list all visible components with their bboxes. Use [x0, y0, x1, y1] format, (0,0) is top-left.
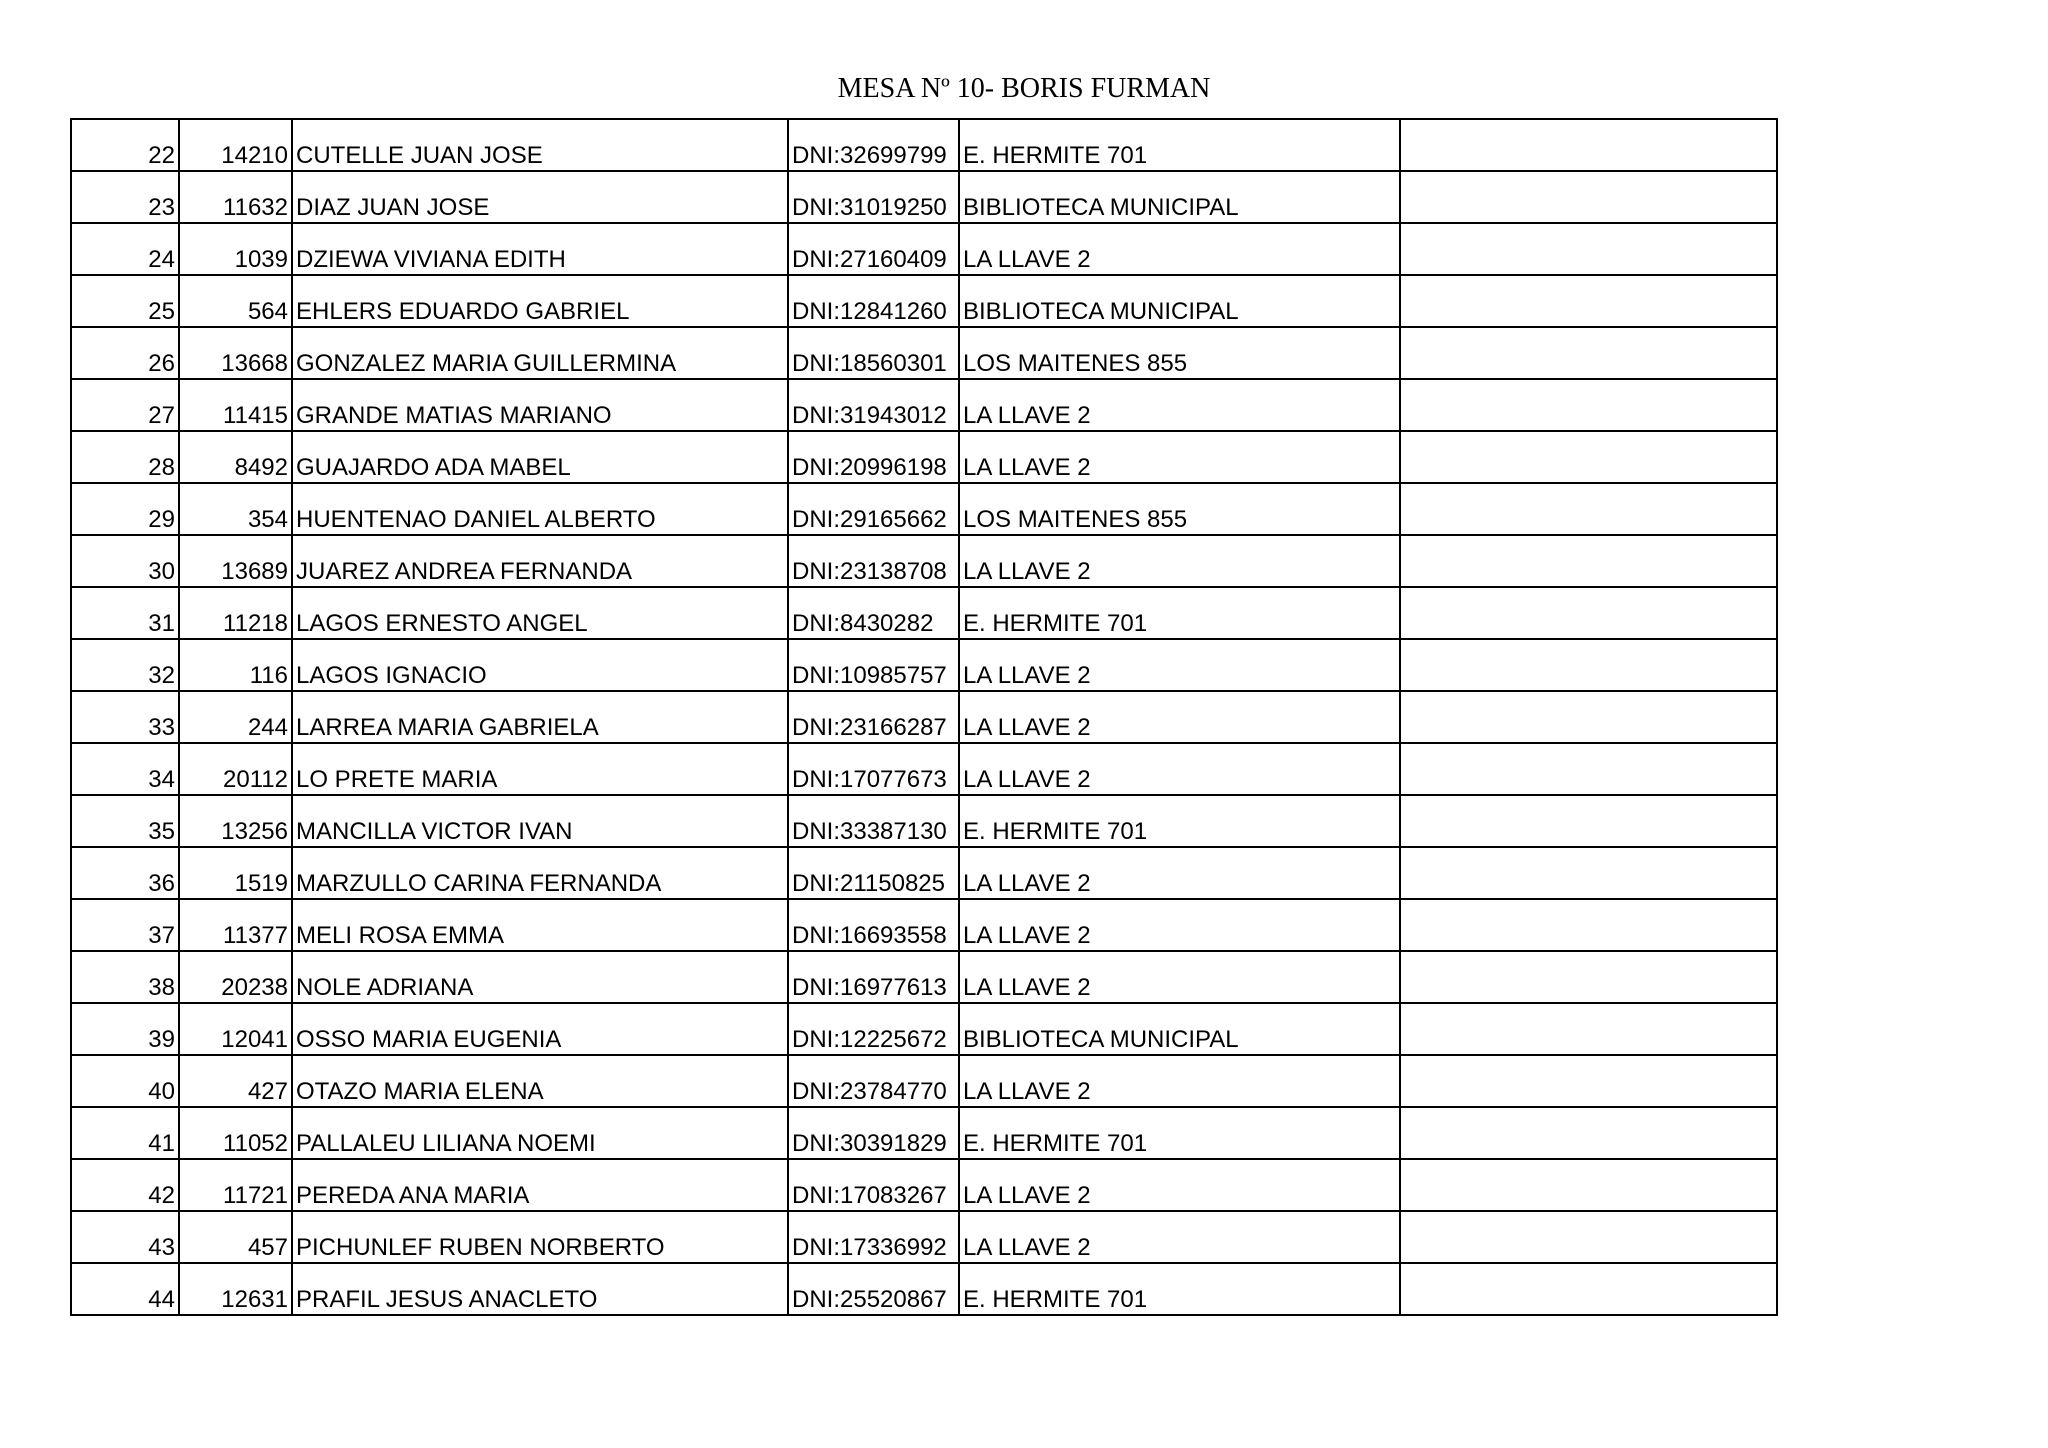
voter-number-cell: 11632: [179, 171, 292, 223]
voting-place-cell: LOS MAITENES 855: [959, 483, 1400, 535]
voter-number-cell: 8492: [179, 431, 292, 483]
voting-place-cell: LA LLAVE 2: [959, 1211, 1400, 1263]
voting-place-cell: LA LLAVE 2: [959, 691, 1400, 743]
voting-place-cell: LA LLAVE 2: [959, 951, 1400, 1003]
signature-cell: [1400, 223, 1777, 275]
voter-name-cell: GUAJARDO ADA MABEL: [292, 431, 788, 483]
voter-number-cell: 12631: [179, 1263, 292, 1315]
signature-cell: [1400, 587, 1777, 639]
order-cell: 23: [71, 171, 179, 223]
table-row: [71, 795, 1777, 847]
table-row: [71, 223, 1777, 275]
dni-cell: DNI:27160409: [788, 223, 959, 275]
voter-number-cell: 13256: [179, 795, 292, 847]
order-cell: 35: [71, 795, 179, 847]
voter-name-cell: DIAZ JUAN JOSE: [292, 171, 788, 223]
voter-name-cell: DZIEWA VIVIANA EDITH: [292, 223, 788, 275]
signature-cell: [1400, 951, 1777, 1003]
voter-name-cell: PRAFIL JESUS ANACLETO: [292, 1263, 788, 1315]
dni-cell: DNI:21150825: [788, 847, 959, 899]
voting-place-cell: LOS MAITENES 855: [959, 327, 1400, 379]
dni-cell: DNI:31943012: [788, 379, 959, 431]
dni-cell: DNI:18560301: [788, 327, 959, 379]
table-row: [71, 1263, 1777, 1315]
order-cell: 29: [71, 483, 179, 535]
order-cell: 44: [71, 1263, 179, 1315]
voter-name-cell: EHLERS EDUARDO GABRIEL: [292, 275, 788, 327]
order-cell: 43: [71, 1211, 179, 1263]
voter-name-cell: JUAREZ ANDREA FERNANDA: [292, 535, 788, 587]
signature-cell: [1400, 1003, 1777, 1055]
voter-table: [70, 118, 1778, 1316]
dni-cell: DNI:16693558: [788, 899, 959, 951]
voting-place-cell: LA LLAVE 2: [959, 899, 1400, 951]
voting-place-cell: LA LLAVE 2: [959, 223, 1400, 275]
table-row: [71, 691, 1777, 743]
voting-place-cell: BIBLIOTECA MUNICIPAL: [959, 275, 1400, 327]
table-row: [71, 639, 1777, 691]
voter-name-cell: OSSO MARIA EUGENIA: [292, 1003, 788, 1055]
voter-number-cell: 14210: [179, 119, 292, 171]
order-cell: 42: [71, 1159, 179, 1211]
order-cell: 41: [71, 1107, 179, 1159]
voting-place-cell: E. HERMITE 701: [959, 119, 1400, 171]
signature-cell: [1400, 691, 1777, 743]
table-row: [71, 535, 1777, 587]
dni-cell: DNI:31019250: [788, 171, 959, 223]
table-row: [71, 1055, 1777, 1107]
signature-cell: [1400, 639, 1777, 691]
table-row: [71, 1003, 1777, 1055]
voting-place-cell: LA LLAVE 2: [959, 743, 1400, 795]
table-row: [71, 483, 1777, 535]
voter-table-body: [71, 119, 1777, 1315]
voter-number-cell: 11721: [179, 1159, 292, 1211]
voter-number-cell: 11218: [179, 587, 292, 639]
table-row: [71, 171, 1777, 223]
order-cell: 39: [71, 1003, 179, 1055]
order-cell: 31: [71, 587, 179, 639]
voter-name-cell: MANCILLA VICTOR IVAN: [292, 795, 788, 847]
voter-name-cell: GONZALEZ MARIA GUILLERMINA: [292, 327, 788, 379]
table-row: [71, 327, 1777, 379]
signature-cell: [1400, 1211, 1777, 1263]
signature-cell: [1400, 1107, 1777, 1159]
voter-name-cell: MARZULLO CARINA FERNANDA: [292, 847, 788, 899]
voting-place-cell: LA LLAVE 2: [959, 639, 1400, 691]
table-row: [71, 587, 1777, 639]
voter-number-cell: 1039: [179, 223, 292, 275]
dni-cell: DNI:17083267: [788, 1159, 959, 1211]
signature-cell: [1400, 743, 1777, 795]
voter-number-cell: 427: [179, 1055, 292, 1107]
voter-number-cell: 12041: [179, 1003, 292, 1055]
voting-place-cell: E. HERMITE 701: [959, 1107, 1400, 1159]
table-row: [71, 847, 1777, 899]
order-cell: 30: [71, 535, 179, 587]
table-row: [71, 379, 1777, 431]
table-row: [71, 275, 1777, 327]
order-cell: 26: [71, 327, 179, 379]
table-row: [71, 899, 1777, 951]
order-cell: 37: [71, 899, 179, 951]
voting-place-cell: E. HERMITE 701: [959, 795, 1400, 847]
dni-cell: DNI:23138708: [788, 535, 959, 587]
order-cell: 33: [71, 691, 179, 743]
voter-number-cell: 354: [179, 483, 292, 535]
voting-place-cell: LA LLAVE 2: [959, 1055, 1400, 1107]
voter-name-cell: LAGOS ERNESTO ANGEL: [292, 587, 788, 639]
dni-cell: DNI:17336992: [788, 1211, 959, 1263]
signature-cell: [1400, 847, 1777, 899]
voter-name-cell: NOLE ADRIANA: [292, 951, 788, 1003]
voter-name-cell: LARREA MARIA GABRIELA: [292, 691, 788, 743]
order-cell: 34: [71, 743, 179, 795]
voting-place-cell: LA LLAVE 2: [959, 535, 1400, 587]
page-title: MESA Nº 10- BORIS FURMAN: [837, 73, 1211, 104]
signature-cell: [1400, 327, 1777, 379]
dni-cell: DNI:29165662: [788, 483, 959, 535]
order-cell: 38: [71, 951, 179, 1003]
voter-name-cell: PALLALEU LILIANA NOEMI: [292, 1107, 788, 1159]
voter-number-cell: 116: [179, 639, 292, 691]
order-cell: 28: [71, 431, 179, 483]
order-cell: 27: [71, 379, 179, 431]
order-cell: 36: [71, 847, 179, 899]
table-row: [71, 1159, 1777, 1211]
dni-cell: DNI:33387130: [788, 795, 959, 847]
table-row: [71, 1211, 1777, 1263]
dni-cell: DNI:25520867: [788, 1263, 959, 1315]
dni-cell: DNI:17077673: [788, 743, 959, 795]
voter-number-cell: 11377: [179, 899, 292, 951]
signature-cell: [1400, 483, 1777, 535]
voter-name-cell: LAGOS IGNACIO: [292, 639, 788, 691]
table-row: [71, 1107, 1777, 1159]
signature-cell: [1400, 899, 1777, 951]
voter-number-cell: 1519: [179, 847, 292, 899]
dni-cell: DNI:16977613: [788, 951, 959, 1003]
dni-cell: DNI:20996198: [788, 431, 959, 483]
voter-name-cell: LO PRETE MARIA: [292, 743, 788, 795]
voter-name-cell: MELI ROSA EMMA: [292, 899, 788, 951]
voter-number-cell: 13689: [179, 535, 292, 587]
voting-place-cell: E. HERMITE 701: [959, 1263, 1400, 1315]
dni-cell: DNI:30391829: [788, 1107, 959, 1159]
signature-cell: [1400, 171, 1777, 223]
voter-number-cell: 11052: [179, 1107, 292, 1159]
order-cell: 32: [71, 639, 179, 691]
dni-cell: DNI:12225672: [788, 1003, 959, 1055]
voting-place-cell: BIBLIOTECA MUNICIPAL: [959, 1003, 1400, 1055]
voter-name-cell: OTAZO MARIA ELENA: [292, 1055, 788, 1107]
signature-cell: [1400, 795, 1777, 847]
voter-name-cell: GRANDE MATIAS MARIANO: [292, 379, 788, 431]
voter-name-cell: PICHUNLEF RUBEN NORBERTO: [292, 1211, 788, 1263]
dni-cell: DNI:8430282: [788, 587, 959, 639]
signature-cell: [1400, 275, 1777, 327]
dni-cell: DNI:32699799: [788, 119, 959, 171]
voter-number-cell: 11415: [179, 379, 292, 431]
signature-cell: [1400, 1159, 1777, 1211]
table-row: [71, 951, 1777, 1003]
voter-number-cell: 564: [179, 275, 292, 327]
voting-place-cell: BIBLIOTECA MUNICIPAL: [959, 171, 1400, 223]
signature-cell: [1400, 535, 1777, 587]
signature-cell: [1400, 379, 1777, 431]
voter-name-cell: PEREDA ANA MARIA: [292, 1159, 788, 1211]
dni-cell: DNI:10985757: [788, 639, 959, 691]
voter-number-cell: 20238: [179, 951, 292, 1003]
voting-place-cell: LA LLAVE 2: [959, 847, 1400, 899]
voting-place-cell: LA LLAVE 2: [959, 431, 1400, 483]
signature-cell: [1400, 431, 1777, 483]
order-cell: 25: [71, 275, 179, 327]
voting-place-cell: LA LLAVE 2: [959, 379, 1400, 431]
dni-cell: DNI:23166287: [788, 691, 959, 743]
signature-cell: [1400, 1055, 1777, 1107]
table-row: [71, 119, 1777, 171]
dni-cell: DNI:12841260: [788, 275, 959, 327]
voter-number-cell: 20112: [179, 743, 292, 795]
order-cell: 24: [71, 223, 179, 275]
table-row: [71, 743, 1777, 795]
signature-cell: [1400, 1263, 1777, 1315]
voter-number-cell: 457: [179, 1211, 292, 1263]
signature-cell: [1400, 119, 1777, 171]
table-row: [71, 431, 1777, 483]
voter-number-cell: 244: [179, 691, 292, 743]
voting-place-cell: LA LLAVE 2: [959, 1159, 1400, 1211]
order-cell: 40: [71, 1055, 179, 1107]
order-cell: 22: [71, 119, 179, 171]
voter-name-cell: HUENTENAO DANIEL ALBERTO: [292, 483, 788, 535]
voter-name-cell: CUTELLE JUAN JOSE: [292, 119, 788, 171]
voter-number-cell: 13668: [179, 327, 292, 379]
voting-place-cell: E. HERMITE 701: [959, 587, 1400, 639]
dni-cell: DNI:23784770: [788, 1055, 959, 1107]
